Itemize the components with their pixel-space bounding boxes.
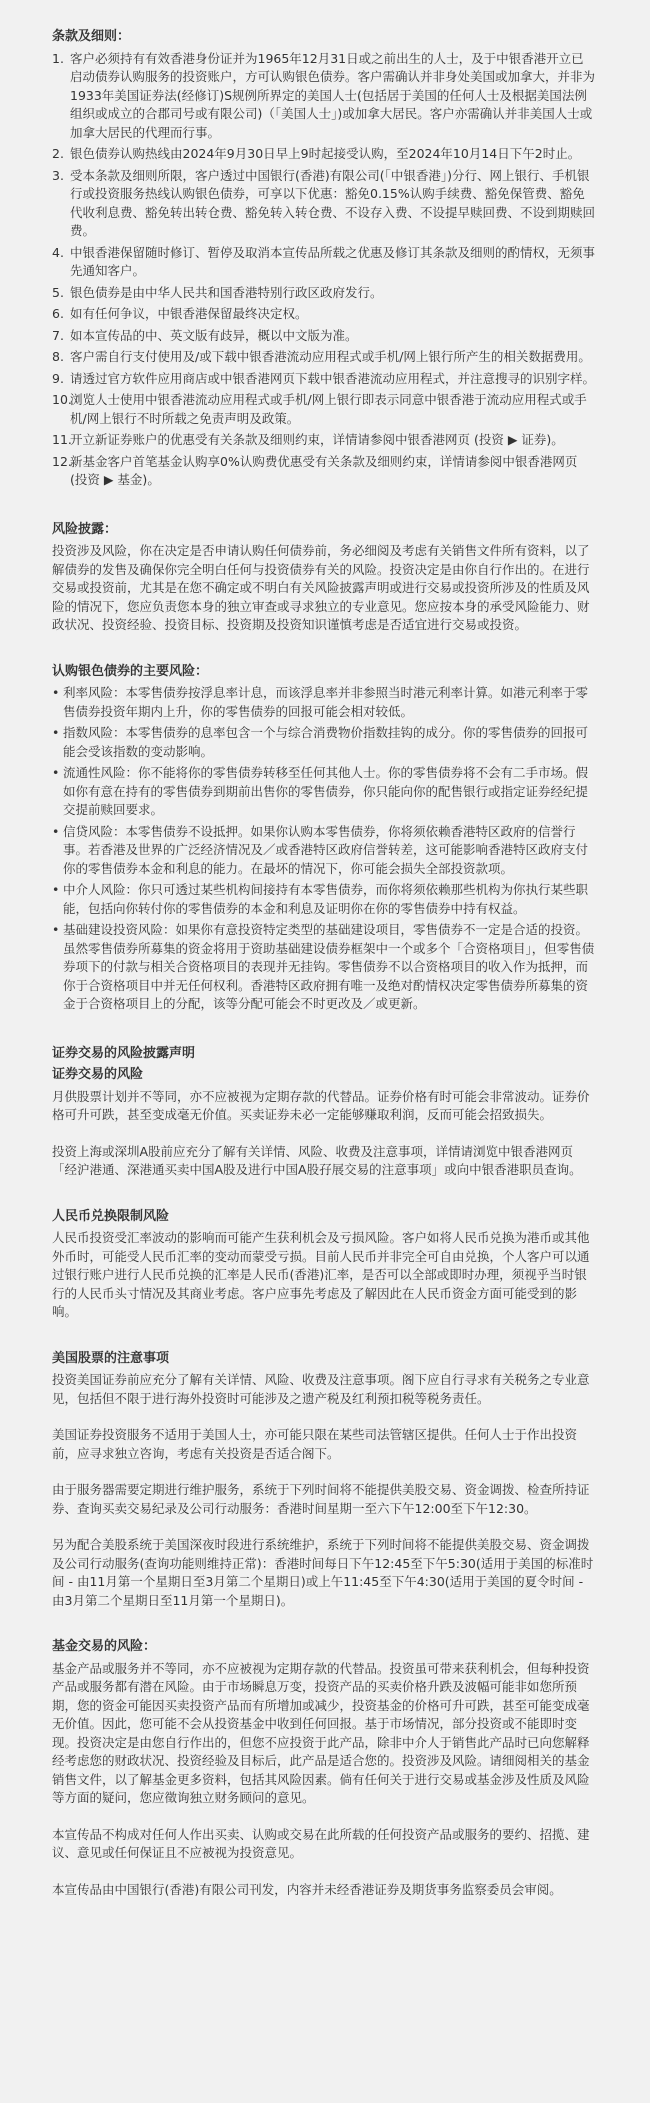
item-text: 银色债券是由中华人民共和国香港特别行政区政府发行。 [70,284,383,300]
item-text: 中银香港保留随时修订、暂停及取消本宣传品所载之优惠及修订其条款及细则的酌情权，无须事先通知客户。 [70,244,596,278]
bullet: • [52,765,60,780]
risk-disclosure-text: 投资涉及风险，你在决定是否申请认购任何债券前，务必细阅及考虑有关销售文件所有资料，以了解债券的发售及确保你完全明白任何与投资债券有关的风险。投资决定是由你自行作出的。在进行交易或投资前，尤其是在您不确定或不明白有关风险披露声明或进行交易或投资所涉及的性质及风险的情况下，您应负责您本身的独立审查或寻求独立的专业意见。您应按本身的承受风险能力、财政状况、投资经验、投资目标、投资期及投资知识谨慎考虑是否适宜进行交易或投资。 [52,543,590,632]
item-text: 请透过官方软件应用商店或中银香港网页下载中银香港流动应用程式，并注意搜寻的识别字样。 [70,370,596,386]
terms-item-5 [52,284,596,303]
terms-item-7 [52,327,596,346]
item-text: 新基金客户首笔基金认购享0%认购费优惠受有关条款及细则约束，详情请参阅中银香港网页 (投资 ▶ 基金)。 [70,453,578,487]
securities-heading: 证券交易的风险披露声明 [52,1045,196,1061]
item-number: 6. [52,306,64,321]
securities-subheading: 证券交易的风险 [52,1067,144,1082]
item-number: 5. [52,284,64,300]
bullet: • [52,685,60,700]
terms-item-2 [52,145,596,164]
terms-heading: 条款及细则： [52,29,131,44]
risk-item-text: 基础建设投资风险：如果你有意投资特定类型的基础建设项目，零售债券不一定是合适的投资。虽然零售债券所募集的资金将用于资助基础建设债券框架中一个或多个「合资格项目」，但零售债券项下的付款与相关合资格项目的表现并无挂钩。零售债券不以合资格项目的收入作为抵押，而你于合资格项目中并无任何权利。香港特区政府拥有唯一及绝对酌情权决定零售债券所募集的资金于合资格项目上的分配，该等分配可能会不时更改及／或更新。 [63,922,595,1011]
footer-section [52,1826,596,1900]
us-stocks-text-2: 美国证券投资服务不适用于美国人士，亦可能只限在某些司法管辖区提供。任何人士于作出投资前，应寻求独立咨询，考虑有关投资是否适合阁下。 [52,1427,578,1461]
terms-item-3 [52,167,596,241]
terms-section [52,28,596,490]
us-stocks-section [52,1350,596,1611]
securities-text-2: 投资上海或深圳A股前应充分了解有关详情、风险、收费及注意事项，详情请浏览中银香港网页「经沪港通、深港通买卖中国A股及进行中国A股孖展交易的注意事项」或向中银香港职员查询。 [52,1143,582,1177]
rmb-heading: 人民币兑换限制风险 [52,1208,170,1224]
item-number: 4. [52,244,64,260]
funds-section [52,1638,596,1808]
risk-item-text: 流通性风险：你不能将你的零售债券转移至任何其他人士。你的零售债券将不会有二手市场。假如你有意在持有的零售债券到期前出售你的零售债券，你只能向你的配售银行或指定证券经纪提交提前赎回要求。 [63,765,589,817]
item-number: 12. [52,453,72,469]
terms-item-11 [52,431,596,450]
us-stocks-text-4: 另为配合美股系统于美国深夜时段进行系统维护，系统于下列时间将不能提供美股交易、资金调拨及公司行动服务(查询功能则维持正常)：香港时间每日下午12:45至下午5:30(适用于美国的标准时间 - 由11月第一个星期日至3月第二个星期日)或上午11:45至下午4:30(适用于美国的夏令时间 - 由3月第二个星期日至11月第一个星期日)。 [52,1537,594,1608]
item-text: 如本宣传品的中、英文版有歧异，概以中文版为准。 [70,327,358,343]
risk-item-text: 指数风险：本零售债券的息率包含一个与综合消费物价指数挂钩的成分。你的零售债券的回报可能会受该指数的变动影响。 [63,725,589,759]
footer-text-2: 本宣传品由中国银行(香港)有限公司刊发，内容并未经香港证券及期货事务监察委员会审阅。 [52,1881,562,1897]
rmb-section [52,1208,596,1322]
item-number: 3. [52,167,64,183]
us-stocks-text-1: 投资美国证券前应充分了解有关详情、风险、收费及注意事项。阁下应自行寻求有关税务之专业意见，包括但不限于进行海外投资时可能涉及之遗产税及红利预扣税等税务责任。 [52,1372,590,1406]
rmb-text: 人民币投资受汇率波动的影响而可能产生获利机会及亏损风险。客户如将人民币兑换为港币或其他外币时，可能受人民币汇率的变动而蒙受亏损。目前人民币并非完全可自由兑换，个人客户可以通过银行账户进行人民币兑换的汇率是人民币(香港)汇率，是否可以全部或即时办理，须视乎当时银行的人民币头寸情况及其商业考虑。客户应事先考虑及了解因此在人民币资金方面可能受到的影响。 [52,1230,590,1319]
item-text: 银色债券认购热线由2024年9月30日早上9时起接受认购，至2024年10月14日下午2时止。 [70,146,581,161]
terms-item-1 [52,50,596,143]
item-number: 11. [52,432,72,447]
item-number: 8. [52,349,64,364]
item-number: 2. [52,146,64,161]
footer-text-1: 本宣传品不构成对任何人作出买卖、认购或交易在此所载的任何投资产品或服务的要约、招揽、建议、意见或任何保证且不应被视为投资意见。 [52,1826,590,1860]
terms-item-8 [52,348,596,367]
item-number: 7. [52,327,64,343]
item-number: 10. [52,392,72,407]
item-text: 客户需自行支付使用及/或下载中银香港流动应用程式或手机/网上银行所产生的相关数据费用。 [70,349,591,364]
item-text: 受本条款及细则所限，客户透过中国银行(香港)有限公司(「中银香港」)分行、网上银行、手机银行或投资服务热线认购银色债券，可享以下优惠：豁免0.15%认购手续费、豁免保管费、豁免代收利息费、豁免转出转仓费、豁免转入转仓费、不设存入费、不设提早赎回费、不设到期赎回费。 [70,167,596,238]
item-text: 如有任何争议，中银香港保留最终决定权。 [70,306,308,321]
bullet: • [52,725,60,740]
risk-item-credit [52,823,596,879]
terms-list [52,50,596,490]
risk-item-text: 中介人风险：你只可透过某些机构间接持有本零售债券，而你将须依赖那些机构为你执行某些职能，包括向你转付你的零售债券的本金和利息及证明你在你的零售债券中持有权益。 [63,882,589,916]
securities-text-1: 月供股票计划并不等同，亦不应被视为定期存款的代替品。证券价格有时可能会非常波动。证券价格可升可跌，甚至变成毫无价值。买卖证券未必一定能够赚取利润，反而可能会招致损失。 [52,1088,590,1122]
silver-bond-risks-list [52,684,596,1014]
funds-text: 基金产品或服务并不等同，亦不应被视为定期存款的代替品。投资虽可带来获利机会，但每种投资产品或服务都有潜在风险。由于市场瞬息万变，投资产品的买卖价格升跌及波幅可能非如您所预期，您的资金可能因买卖投资产品而有所增加或减少，投资基金的价格可升可跌，甚至可能变成毫无价值。因此，您可能不会从投资基金中收到任何回报。基于市场情况，部分投资或不能即时变现。投资决定是由您自行作出的，但您不应投资于此产品，除非中介人于销售此产品时已向您解释经考虑您的财政状况、投资经验及目标后，此产品是适合您的。投资涉及风险。请细阅相关的基金销售文件，以了解基金更多资料，包括其风险因素。倘有任何关于进行交易或基金涉及性质及风险等方面的疑问，您应徵询独立财务顾问的意见。 [52,1660,590,1805]
terms-item-4 [52,244,596,281]
risk-disclosure-heading: 风险披露： [52,521,118,537]
risk-item-text: 信贷风险：本零售债券不设抵押。如果你认购本零售债券，你将须依赖香港特区政府的信誉行事。若香港及世界的广泛经济情况及／或香港特区政府信誉转差，这可能影响香港特区政府支付你的零售债券本金和利息的能力。在最坏的情况下，你可能会损失全部投资款项。 [63,823,589,876]
us-stocks-text-3: 由于服务器需要定期进行维护服务，系统于下列时间将不能提供美股交易、资金调拨、检查所持证券、查询买卖交易纪录及公司行动服务：香港时间星期一至六下午12:00至下午12:30。 [52,1482,590,1516]
risk-item-index [52,724,596,761]
item-number: 1. [52,50,64,66]
terms-item-12 [52,453,596,490]
item-number: 9. [52,370,64,386]
risk-item-intermediary [52,881,596,918]
securities-section [52,1045,596,1180]
risk-item-text: 利率风险：本零售债券按浮息率计息，而该浮息率并非参照当时港元利率计算。如港元利率于零售债券投资年期内上升，你的零售债券的回报可能会相对较低。 [63,685,589,719]
bullet: • [52,823,60,839]
item-text: 开立新证券账户的优惠受有关条款及细则约束，详情请参阅中银香港网页 (投资 ▶ 证券)。 [70,432,564,447]
risk-item-infrastructure [52,921,596,1014]
risk-item-interest-rate [52,684,596,721]
us-stocks-heading: 美国股票的注意事项 [52,1350,170,1366]
item-text: 客户必须持有有效香港身份证并为1965年12月31日或之前出生的人士，及于中银香港开立已启动债券认购服务的投资账户，方可认购银色债券。客户需确认并非身处美国或加拿大，并非为1933年美国证券法(经修订)S规例所界定的美国人士(包括居于美国的任何人士及根据美国法例组织或成立的合郡司号或有限公司)（「美国人士」)或加拿大居民。客户亦需确认并非美国人士或加拿大居民的代理而行事。 [70,50,596,140]
risk-item-liquidity [52,764,596,820]
funds-heading: 基金交易的风险： [52,1639,157,1654]
silver-bond-risks-section [52,663,596,1014]
bullet: • [52,882,60,897]
bullet: • [52,922,60,937]
item-text: 浏览人士使用中银香港流动应用程式或手机/网上银行即表示同意中银香港于流动应用程式或手机/网上银行不时所载之免责声明及政策。 [70,392,587,426]
silver-bond-risks-heading: 认购银色债券的主要风险： [52,663,209,679]
terms-item-10 [52,391,596,428]
terms-item-9 [52,370,596,389]
terms-item-6 [52,305,596,324]
risk-disclosure-section [52,521,596,635]
